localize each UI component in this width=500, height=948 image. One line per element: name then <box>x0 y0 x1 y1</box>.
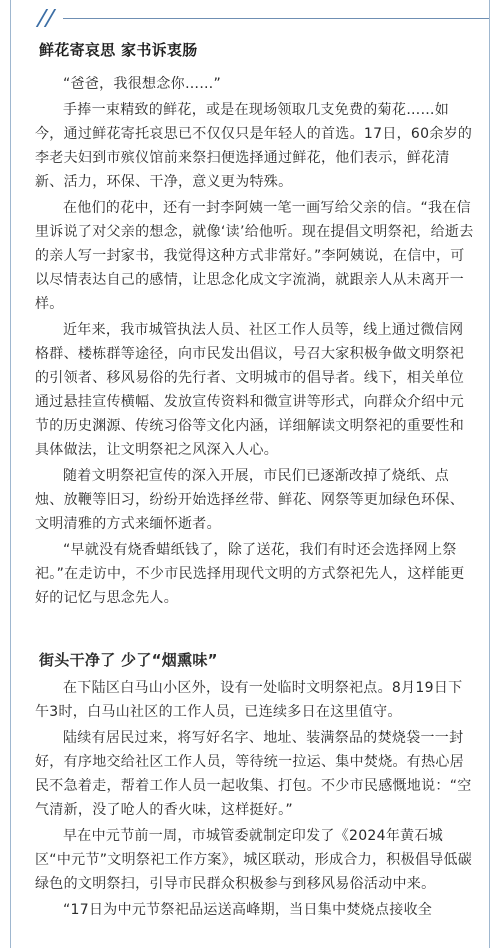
paragraph: 早在中元节前一周，市城管委就制定印发了《2024年黄石城区“中元节”文明祭祀工作方案》，城区联动，形成合力，积极倡导低碳绿色的文明祭扫，引导市民群众积极参与到移风易俗活动中来。 <box>35 828 473 892</box>
paragraph: 近年来，我市城管执法人员、社区工作人员等，线上通过微信网格群、楼栋群等途径，向市民发出倡议，号召大家积极争做文明祭祀的引领者、移风易俗的先行者、文明城市的倡导者。线下，相关单位通过悬挂宣传横幅、发放宣传资料和微宣讲等形式，向群众介绍中元节的历史渊源、传统习俗等文化内涵，详细解读文明祭祀的重要性和具体做法，让文明祭祀之风深入人心。 <box>35 322 464 458</box>
section-spacer <box>35 612 475 648</box>
article-body <box>35 38 475 924</box>
top-rule <box>63 18 489 19</box>
paragraph: 手捧一束精致的鲜花，或是在现场领取几支免费的菊花……如今，通过鲜花寄托哀思已不仅仅只是年轻人的首选。17日，60余岁的李老夫妇到市殡仪馆前来祭扫便选择通过鲜花，他们表示，鲜花清新、活力，环保、干净，意义更为特殊。 <box>35 102 473 190</box>
top-decoration <box>11 10 489 26</box>
article-frame <box>10 0 490 948</box>
section-heading: 街头干净了 少了“烟熏味” <box>39 651 218 669</box>
slash-ornament-icon <box>35 10 61 26</box>
paragraph: 在下陆区白马山小区外，设有一处临时文明祭祀点。8月19日下午3时，白马山社区的工作人员，已连续多日在这里值守。 <box>35 680 463 720</box>
paragraph: 陆续有居民过来，将写好名字、地址、装满祭品的焚烧袋一一封好，有序地交给社区工作人员，等待统一拉运、集中焚烧。有热心居民不急着走，帮着工作人员一起收集、打包。不少市民感慨地说：“空气清新，没了呛人的香火味，这样挺好。” <box>35 730 472 818</box>
paragraph: “早就没有烧香蜡纸钱了，除了送花，我们有时还会选择网上祭祀。”在走访中，不少市民选择用现代文明的方式祭祀先人，这样能更好的记忆与思念先人。 <box>35 542 465 606</box>
section-heading: 鲜花寄哀思 家书诉衷肠 <box>39 41 198 59</box>
paragraph: “爸爸，我很想念你……” <box>63 76 222 92</box>
paragraph: “17日为中元节祭祀品运送高峰期，当日集中焚烧点接收全 <box>63 902 433 918</box>
paragraph: 随着文明祭祀宣传的深入开展，市民们已逐渐改掉了烧纸、点烛、放鞭等旧习，纷纷开始选择丝带、鲜花、网祭等更加绿色环保、文明清雅的方式来缅怀逝者。 <box>35 468 464 532</box>
paragraph: 在他们的花中，还有一封李阿姨一笔一画写给父亲的信。“我在信里诉说了对父亲的想念，就像‘读’给他听。现在提倡文明祭祀，给逝去的亲人写一封家书，我觉得这种方式非常好。”李阿姨说，在信中，可以尽情表达自己的感情，让思念化成文字流淌，就跟亲人从未离开一样。 <box>35 200 474 312</box>
